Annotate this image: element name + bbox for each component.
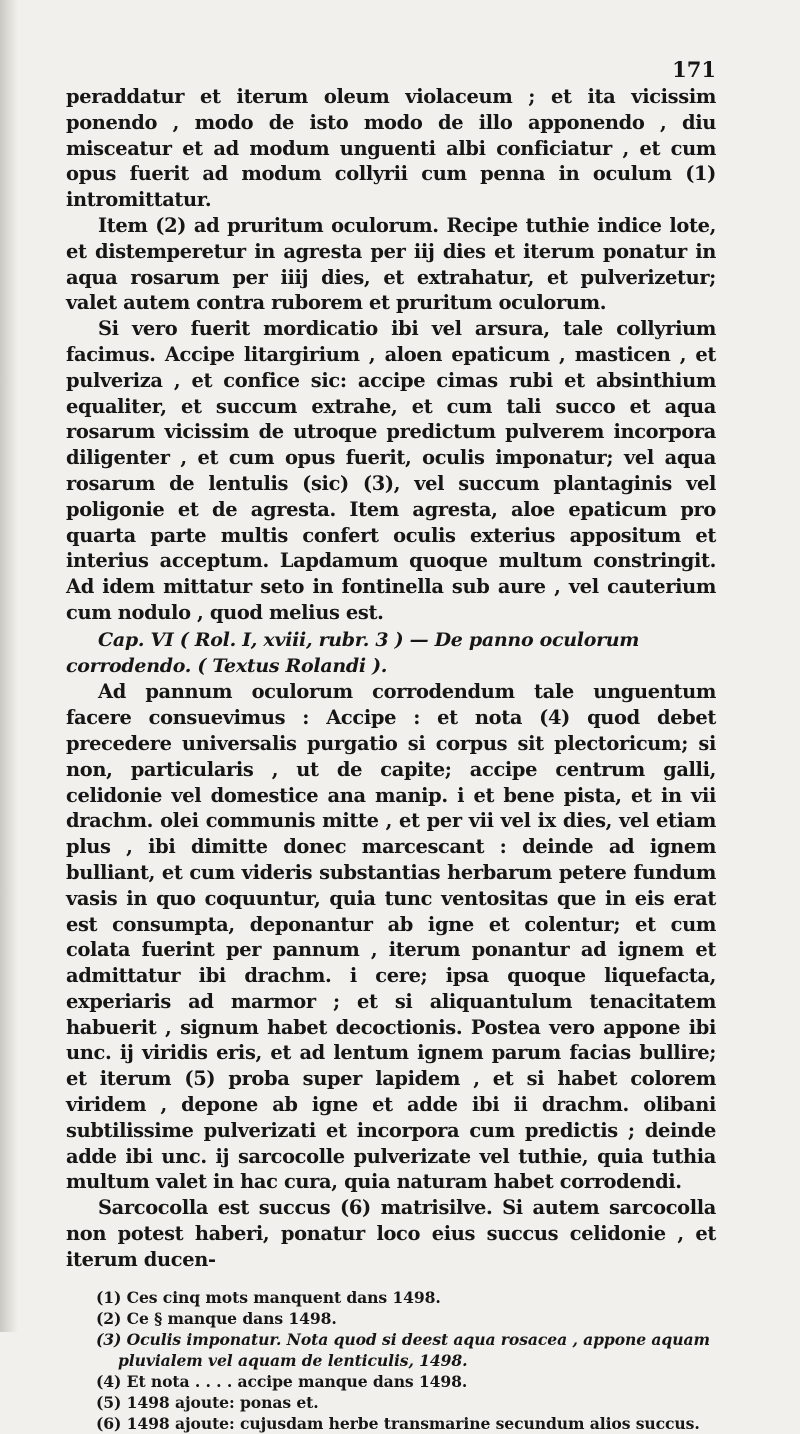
paragraph-continuation: peraddatur et iterum oleum violaceum ; et ita vicissim ponendo , modo de isto modo de illo apponendo , diu misceatur et ad modum unguenti albi conficiatur , et cum opus fuerit ad modum collyrii cum penna in oculum (1) intromittatur. (66, 85, 716, 212)
paragraph-collyrium: Si vero fuerit mordicatio ibi vel arsura, tale collyrium facimus. Accipe litargirium , aloen epaticum , masticen , et pulveriza , et confice sic: accipe cimas rubi et absinthium equaliter, et succum extrahe, et cum tali succo et aqua rosarum vicissim de utroque predictum pulverem incorpora diligenter , et cum opus fuerit, oculis imponatur; vel aqua rosarum de lentulis (sic) (3), vel succum plantaginis vel poligonie et de agresta. Item agresta, aloe epaticum pro quarta parte multis confert oculis exterius appositum et interius acceptum. Lapdamum quoque multum constringit. Ad idem mittatur seto in fontinella sub aure , vel cauterium cum nodulo , quod melius est. (66, 317, 716, 624)
page-edge-shadow (0, 0, 18, 1332)
paragraph-sarcocolla: Sarcocolla est succus (6) matrisilve. Si autem sarcocolla non potest haberi, ponatur loco eius succus celidonie , et iterum ducen- (66, 1196, 716, 1271)
footnote-5 (66, 1392, 716, 1413)
footnote-text: Oculis imponatur. Nota quod si deest aqua rosacea , appone aquam pluvialem vel aquam de lenticulis, 1498. (118, 1329, 710, 1370)
chapter-heading: Cap. VI ( Rol. I, xviii, rubr. 3 ) — De panno oculorum corrodendo. ( Textus Rolandi ). (66, 628, 640, 677)
footnote-1 (66, 1287, 716, 1308)
footnote-mark: (1) (96, 1287, 122, 1307)
footnote-text: 1498 ajoute: ponas et. (126, 1392, 319, 1412)
book-page (66, 56, 716, 1434)
paragraph-pannum: Ad pannum oculorum corrodendum tale unguentum facere consuevimus : Accipe : et nota (4) quod debet precedere universalis purgatio si corpus sit plectoricum; si non, particularis , ut de capite; accipe centrum galli, celidonie vel domestice ana manip. i et bene pista, et in vii drachm. olei communis mitte , et per vii vel ix dies, vel etiam plus , ibi dimitte donec marcescant : deinde ad ignem bulliant, et cum videris substantias herbarum petere fundum vasis in quo coquuntur, quia tunc ventositas que in eis erat est consumpta, deponantur ab igne et colentur; et cum colata fuerint per pannum , iterum ponantur ad ignem et admittatur ibi drachm. i cere; ipsa quoque liquefacta, experiaris ad marmor ; et si aliquantulum tenacitatem habuerit , signum habet decoctionis. Postea vero appone ibi unc. ij viridis eris, et ad lentum ignem parum facias bullire; et iterum (5) proba super lapidem , et si habet colorem viridem , depone ab igne et adde ibi ii drachm. olibani subtilissime pulverizati et incorpora cum predictis ; deinde adde ibi unc. ij sarcocolle pulverizate vel tuthie, quia tuthia multum valet in hac cura, quia naturam habet corrodendi. (66, 680, 716, 1194)
footnote-mark: (5) (96, 1392, 122, 1412)
footnote-mark: (4) (96, 1371, 122, 1391)
page-number: 171 (672, 57, 716, 82)
footnote-3 (66, 1329, 716, 1371)
footnote-text: Ce § manque dans 1498. (126, 1308, 337, 1328)
footnote-4 (66, 1371, 716, 1392)
footnote-text: Ces cinq mots manquent dans 1498. (126, 1287, 441, 1307)
footnote-mark: (2) (96, 1308, 122, 1328)
footnotes (66, 1287, 716, 1434)
footnote-mark: (3) (96, 1329, 122, 1349)
paragraph-pruritum: Item (2) ad pruritum oculorum. Recipe tuthie indice lote, et distemperetur in agresta per iij dies et iterum ponatur in aqua rosarum per iiij dies, et extrahatur, et pulverizetur; valet autem contra ruborem et pruritum oculorum. (66, 213, 716, 315)
footnote-2 (66, 1308, 716, 1329)
footnote-text: Et nota . . . . accipe manque dans 1498. (126, 1371, 468, 1391)
footnote-6 (66, 1413, 716, 1434)
footnote-text: 1498 ajoute: cujusdam herbe transmarine secundum alios succus. (126, 1413, 700, 1433)
footnote-mark: (6) (96, 1413, 122, 1433)
